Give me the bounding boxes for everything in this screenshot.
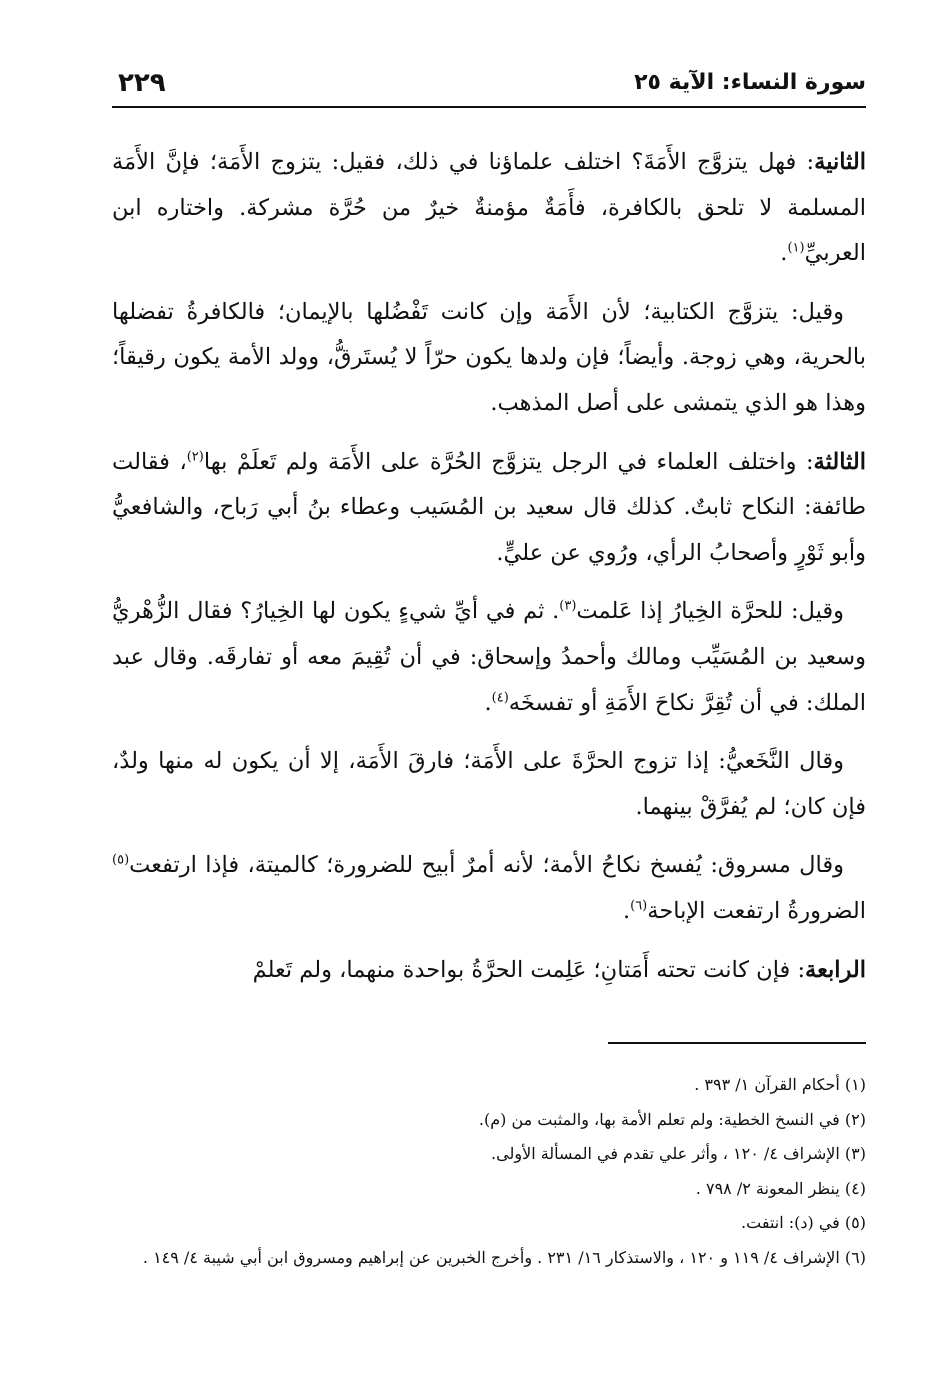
footnote-ref[interactable]: (٣) [559, 598, 577, 614]
paragraph-second-issue [112, 140, 866, 277]
paragraph-text: وقيل: للحرَّة الخِيارُ إذا عَلمت [576, 598, 844, 625]
main-text [112, 140, 866, 1006]
paragraph-text-end: . [484, 689, 492, 716]
paragraph-khiyar [112, 589, 866, 726]
paragraph-text-mid: الضرورةُ ارتفعت الإباحة [647, 897, 866, 924]
paragraph-text: وقيل: يتزوَّج الكتابية؛ لأن الأَمَة وإن كانت تَفْضُلها بالإيمان؛ فالكافرةُ تفضلها بالحرية، وهي زوجة. وأيضاً؛ فإن ولدها يكون حرّاً لا يُستَرقُّ، وولد الأمة يكون رقيقاً؛ وهذا هو الذي يتمشى على أصل المذهب. [112, 298, 866, 416]
page-number: ٢٢٩ [118, 68, 166, 98]
paragraph-text: وقال النَّخَعيُّ: إذا تزوج الحرَّةَ على الأَمَة؛ فارقَ الأَمَة، إلا أن يكون له منها ولدٌ، فإن كان؛ لم يُفرَّقْ بينهما. [112, 748, 866, 820]
paragraph-fourth-issue [112, 948, 866, 994]
paragraph-text: : فإن كانت تحته أَمَتانِ؛ عَلِمت الحرَّةُ بواحدة منهما، ولم تَعلمْ [252, 956, 806, 983]
paragraph-nakhai [112, 739, 866, 830]
footnote-ref[interactable]: (٤) [491, 690, 509, 706]
issue-heading: الثالثة [813, 448, 866, 475]
footnote-ref[interactable]: (٢) [186, 449, 204, 465]
footnote-ref[interactable]: (١) [787, 240, 805, 256]
paragraph-third-issue [112, 440, 866, 577]
paragraph-text-end: . [780, 240, 788, 267]
paragraph-kitabiya [112, 290, 866, 427]
paragraph-text: : واختلف العلماء في الرجل يتزوَّج الحُرَّة على الأَمَة ولم تَعلَمْ بها [203, 448, 814, 475]
footnote-ref[interactable]: (٦) [630, 898, 648, 914]
footnotes [112, 1068, 866, 1273]
footnote-4: (٤) ينظر المعونة ٢/ ٧٩٨ . [695, 1178, 866, 1198]
paragraph-text: : فهل يتزوَّج الأَمَةَ؟ اختلف علماؤنا في ذلك، فقيل: يتزوج الأَمَة؛ فإنَّ الأَمَة المسلمة لا تلحق بالكافرة، فأَمَةٌ مؤمنةٌ خيرٌ من حُرَّة مشركة. واختاره ابن العربيِّ [112, 149, 866, 267]
issue-heading: الثانية [814, 149, 866, 175]
paragraph-text-mid: . ثم في أيِّ شيءٍ يكون لها الخِيارُ؟ فقال الزُّهْريُّ وسعيد بن المُسَيِّب ومالك وأحمدُ وإسحاق: في أن تُقِيمَ معه أو تفارقَه. وقال عبد الملك: في أن تُقِرَّ نكاحَ الأَمَةِ أو تفسخَه [112, 598, 866, 716]
surah-title: سورة النساء: الآية ٢٥ [634, 70, 866, 95]
paragraph-text-end: . [622, 897, 631, 924]
footnote-5: (٥) في (د): انتفت. [741, 1213, 866, 1232]
footnote-separator [608, 1042, 866, 1044]
footnote-3: (٣) الإشراف ٤/ ١٢٠ ، وأثر علي تقدم في المسألة الأولى. [491, 1144, 866, 1163]
issue-heading: الرابعة [805, 956, 866, 983]
footnote-6: (٦) الإشراف ٤/ ١١٩ و ١٢٠ ، والاستذكار ١٦/ ٢٣١ . وأخرج الخبرين عن إبراهيم ومسروق ابن أبي شيبة ٤/ ١٤٩ . [142, 1247, 866, 1267]
footnote-2: (٢) في النسخ الخطية: ولم تعلم الأمة بها، والمثبت من (م). [478, 1109, 866, 1129]
paragraph-text: وقال مسروق: يُفسخ نكاحُ الأمة؛ لأنه أمرٌ أبيح للضرورة؛ كالميتة، فإذا ارتفعت [129, 852, 844, 879]
paragraph-text-end: ، فقالت طائفة: النكاح ثابتٌ. كذلك قال سعيد بن المُسَيب وعطاء بنُ أبي رَباح، والشافعيُّ وأبو ثَوْرٍ وأصحابُ الرأي، ورُوي عن عليٍّ. [112, 448, 866, 566]
paragraph-masruq [112, 843, 866, 934]
footnote-1: (١) أحكام القرآن ١/ ٣٩٣ . [694, 1075, 866, 1094]
footnote-ref[interactable]: (٥) [112, 852, 130, 868]
running-header [112, 66, 866, 108]
